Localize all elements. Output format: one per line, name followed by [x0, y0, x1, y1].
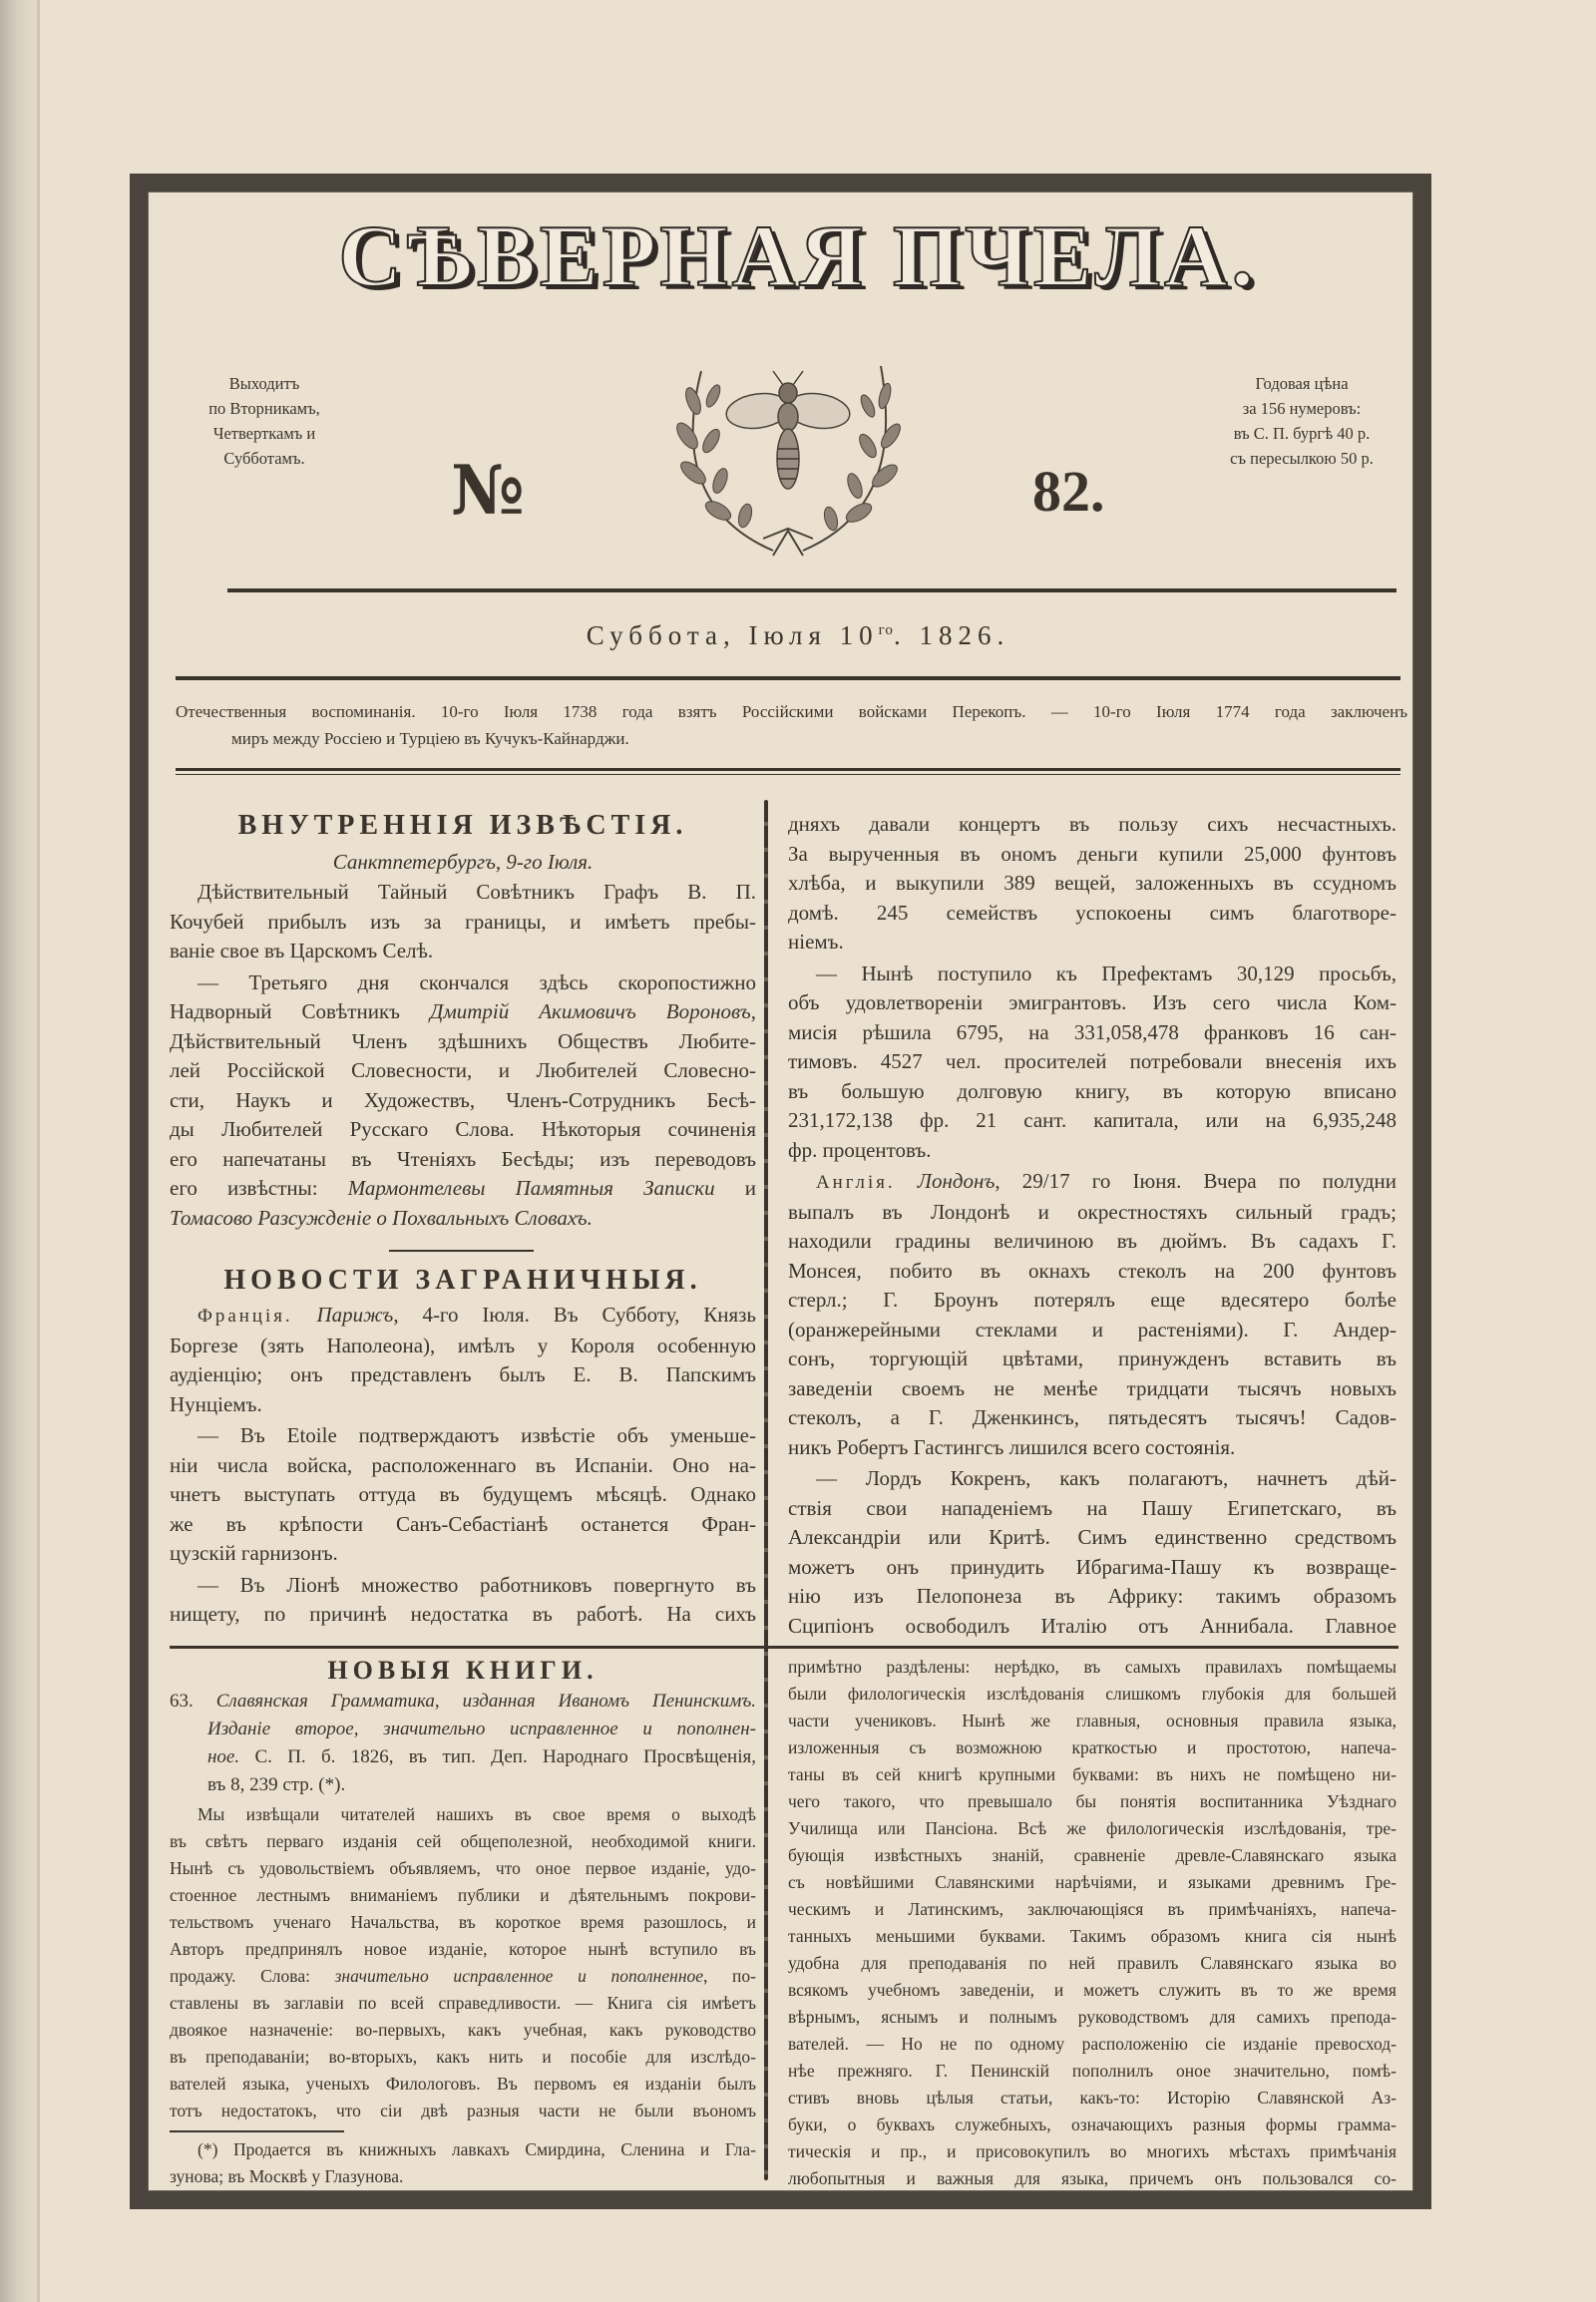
date-text: Суббота, Іюля 10 — [586, 620, 879, 650]
italic-text: значительно исправленное и пополненное — [334, 1966, 704, 1986]
date-suffix: го — [878, 622, 894, 638]
text-line: съ новѣйшими Славянскими нарѣчіями, и языками древнимъ Гре- — [788, 1872, 1396, 1892]
section-heading: НОВЫЯ КНИГИ. — [327, 1656, 598, 1685]
text-line: Училища или Пансіона. Всѣ же филологическія изслѣдованія, тре- — [788, 1818, 1396, 1838]
article-separator — [389, 1250, 534, 1252]
book-review — [170, 1801, 756, 2124]
text-line: можетъ онъ принудить Ибрагима-Пашу къ возвраще- — [788, 1554, 1396, 1579]
text-line: были филологическія изслѣдованія слишкомъ глубокія для большей — [788, 1684, 1396, 1704]
text-line: въ большую долговую книгу, въ которую вписано — [788, 1078, 1396, 1103]
italic-text: Изданіе второе, значительно исправленное и пополнен- — [207, 1719, 756, 1739]
text-line: въ 8, 239 стр. (*). — [207, 1774, 346, 1795]
paragraph — [170, 1688, 756, 1799]
issue-date — [0, 610, 1596, 655]
text-line: сонъ, торгующій цвѣтами, принужденъ вставить въ — [788, 1346, 1396, 1370]
remembrance-line: миръ между Россіею и Турціею въ Кучукъ-Кайнарджи. — [231, 729, 629, 748]
national-remembrances — [176, 698, 1407, 752]
italic-text: Славянская Грамматика, изданная Иваномъ Пенинскимъ. — [215, 1691, 757, 1712]
text-line: 63. Славянская Грамматика, изданная Иваномъ Пенинскимъ. — [170, 1691, 757, 1712]
article-body — [788, 810, 1396, 1641]
new-books-section — [170, 1654, 756, 2192]
text-line: же въ крѣпости Санъ-Себастіанѣ останется Фран- — [170, 1511, 756, 1536]
text-line: — Въ Etoile подтверждаютъ извѣстіе объ уменьше- — [198, 1423, 756, 1447]
text-line: ное. С. П. б. 1826, въ тип. Деп. Народнаго Просвѣщенія, — [207, 1746, 756, 1767]
text-line: тельствомъ ученаго Начальства, въ короткое время разошлось, и — [170, 1912, 756, 1932]
schedule-line: Субботамъ. — [223, 449, 305, 468]
footnote-rule — [170, 2130, 344, 2132]
date-rule — [176, 676, 1400, 680]
text-line: цузскій гарнизонъ. — [170, 1541, 338, 1565]
text-line — [170, 1716, 756, 1743]
text-line: удобна для преподаванія по ней правилъ Славянскаго языка во — [788, 1953, 1396, 1973]
text-line: его извѣстны: Мармонтелевы Памятныя Записки и — [170, 1176, 756, 1200]
text-line: дняхъ давали концертъ въ пользу сихъ несчастныхъ. — [788, 812, 1396, 836]
text-line: Нунціемъ. — [170, 1391, 262, 1416]
paragraph — [170, 1801, 756, 2124]
text-line: находили градины величиною въ дюймъ. Въ садахъ Г. — [788, 1229, 1396, 1253]
italic-text: ное. — [207, 1746, 240, 1767]
paragraph — [170, 1571, 756, 1630]
text-line: вѣрнымъ, яснымъ и полнымъ руководствомъ для самихъ препода- — [788, 2007, 1396, 2027]
text-line: стерл.; Г. Броунъ потерялъ еще вдесятеро болѣе — [788, 1288, 1396, 1312]
article-body — [170, 1301, 756, 1630]
date-year: . 1826. — [893, 620, 1010, 650]
text-line: объ удовлетвореніи эмигрантовъ. Изъ сего числа Ком- — [788, 990, 1396, 1014]
text-line: стивъ вновь цѣлыя статьи, какъ-то: Исторію Славянской Аз- — [788, 2088, 1396, 2108]
italic-text: Томасово Разсужденіе о Похвальныхъ Словахъ. — [170, 1205, 593, 1230]
book-review-continued — [788, 1654, 1396, 2194]
text-line: примѣтно раздѣлены: нерѣдко, въ самыхъ правилахъ помѣщаемы — [788, 1657, 1396, 1677]
books-section-rule — [170, 1646, 1398, 1649]
text-line: (оранжерейными стеклами и растеніями). Г. Андер- — [788, 1317, 1396, 1342]
text-line: таны въ сей книгѣ крупными буквами: въ нихъ не помѣщено ни- — [788, 1764, 1396, 1784]
publication-schedule — [160, 371, 369, 471]
foreign-news-continued — [788, 810, 1396, 1643]
price-line: Годовая цѣна — [1255, 374, 1349, 393]
paragraph — [788, 810, 1396, 958]
text-line: Дѣйствительный Тайный Совѣтникъ Графъ В. П. — [198, 880, 756, 904]
text-line: Мы извѣщали читателей нашихъ въ свое время о выходѣ — [198, 1804, 756, 1824]
text-line: Боргезе (зять Наполеона), имѣлъ у Короля особенную — [170, 1333, 756, 1357]
text-line: лей Россійской Словесности, и Любителей Словесно- — [170, 1058, 756, 1082]
text-line: тическія и пр., и присовокупилъ во многихъ мѣстахъ примѣчанія — [788, 2141, 1396, 2161]
text-line: ставлены въ заглавіи по всей справедливости. — Книга сія имѣетъ — [170, 1993, 756, 2013]
text-line: — Нынѣ поступило къ Префектамъ 30,129 просьбъ, — [816, 960, 1396, 985]
italic-text: Парижъ — [316, 1303, 394, 1327]
italic-text: Лондонъ — [917, 1169, 996, 1193]
section-heading: ВНУТРЕННІЯ ИЗВѢСТІЯ. — [237, 810, 688, 841]
text-line: домѣ. 245 семействъ успокоены симъ благотворе- — [788, 900, 1396, 925]
text-line: зунова; въ Москвѣ у Глазунова. — [170, 2166, 404, 2186]
paragraph — [788, 1167, 1396, 1462]
paragraph — [788, 959, 1396, 1166]
book-entry — [170, 1688, 756, 1799]
text-line: — Третьяго дня скончался здѣсь скоропостижно — [198, 969, 756, 994]
schedule-line: по Вторникамъ, — [208, 399, 320, 418]
text-line: выпалъ въ Лондонѣ и окрестностяхъ сильный градъ; — [788, 1199, 1396, 1224]
text-line: Сципіонъ освободилъ Италію отъ Аннибала. Главное — [788, 1613, 1396, 1638]
text-line: — Лордъ Кокренъ, какъ полагаютъ, начнетъ дѣй- — [816, 1466, 1396, 1490]
text-line: ніи числа войска, расположеннаго въ Испаніи. Оно на- — [170, 1452, 756, 1477]
text-line: — Въ Ліонѣ множество работниковъ повергнуто въ — [198, 1572, 756, 1597]
text-line: тимовъ. 4527 чел. просителей потребовали внесенія ихъ — [788, 1049, 1396, 1073]
page-fold-shadow — [0, 0, 40, 2302]
price-line: за 156 нумеровъ: — [1242, 399, 1362, 418]
text-line: чего такого, что превышало бы понятія воспитанника Уѣзднаго — [788, 1791, 1396, 1811]
text-line: фр. процентовъ. — [788, 1137, 932, 1162]
text-line: никъ Робертъ Гастингсъ лишился всего состоянія. — [788, 1434, 1236, 1459]
section-heading: НОВОСТИ ЗАГРАНИЧНЫЯ. — [223, 1265, 702, 1296]
text-line: продажу. Слова: значительно исправленное и пополненное, по- — [170, 1966, 756, 1986]
text-line: ваніе свое въ Царскомъ Селѣ. — [170, 939, 434, 962]
paragraph — [788, 1464, 1396, 1641]
paragraph — [788, 1654, 1396, 2192]
text-line: буки, о буквахъ служебныхъ, означающихъ разныя формы грамма- — [788, 2114, 1396, 2134]
number-sign: № — [451, 451, 525, 531]
price-line: съ пересылкою 50 р. — [1230, 449, 1374, 468]
text-line: нищету, по причинѣ недостатка въ работѣ. На сихъ — [170, 1602, 756, 1626]
paragraph — [170, 1301, 756, 1419]
text-line: нію изъ Пелопонеза въ Африку: такимъ образомъ — [788, 1584, 1396, 1608]
text-line: (*) Продается въ книжныхъ лавкахъ Смирдина, Сленина и Гла- — [198, 2139, 756, 2159]
text-line: вателей. — Но не по одному расположенію сіе изданіе превосход- — [788, 2034, 1396, 2054]
subscription-price — [1187, 371, 1416, 471]
text-line: 231,172,138 фр. 21 сант. капитала, или на 6,935,248 — [788, 1108, 1396, 1132]
section-rule-thin — [176, 774, 1400, 775]
text-line: вателей языка, ученыхъ Филологовъ. Въ первомъ ея изданіи былъ — [170, 2074, 756, 2094]
text-line: изложенныя съ возможною краткостью и простотою, напеча- — [788, 1737, 1396, 1757]
text-line: стоенное лестнымъ вниманіемъ публики и дѣятельнымъ покрови- — [170, 1885, 756, 1905]
text-line: танныхъ меньшими буквами. Такимъ образомъ книга сія нынѣ — [788, 1926, 1396, 1946]
text-line: его напечатаны въ Чтеніяхъ Бесѣды; изъ переводовъ — [170, 1146, 756, 1171]
text-line — [170, 1204, 756, 1234]
text-line: двоякое назначеніе: во-первыхъ, какъ учебная, какъ руководство — [170, 2020, 756, 2040]
text-line: чнетъ выступать оттуда въ будущемъ мѣсяцѣ. Однако — [170, 1482, 756, 1506]
text-line: Англія. Лондонъ, 29/17 го Іюня. Вчера по полудни — [816, 1169, 1396, 1193]
text-line: ды Любителей Русскаго Слова. Нѣкоторыя сочиненія — [170, 1117, 756, 1141]
text-line: Александріи или Критѣ. Симъ единственно средствомъ — [788, 1525, 1396, 1549]
section-rule-top — [176, 768, 1400, 771]
text-line: ніемъ. — [788, 930, 844, 954]
article-body — [170, 878, 756, 1233]
domestic-news-section — [170, 806, 756, 1235]
text-line: Монсея, побито въ окнахъ стеколъ на 200 фунтовъ — [788, 1258, 1396, 1283]
text-line: Нынѣ съ удовольствіемъ объявляемъ, что оное первое изданіе, удо- — [170, 1858, 756, 1878]
text-line: Надворный Совѣтникъ Дмитрій Акимовичъ Вороновъ, — [170, 999, 756, 1023]
dateline: Санктпетербургъ, 9-го Іюля. — [332, 850, 594, 874]
spaced-text: Англія. — [816, 1172, 896, 1193]
text-line: стеколъ, а Г. Дженкинсъ, пятьдесятъ тысячъ! Садов- — [788, 1405, 1396, 1429]
italic-text: Дмитрій Акимовичъ Вороновъ — [429, 999, 751, 1023]
text-line: бующія извѣстныхъ знаній, сравненіе древле-Славянскаго языка — [788, 1845, 1396, 1865]
paragraph — [170, 968, 756, 1234]
text-line: нѣе прежняго. Г. Пенинскій пополнилъ оное значительно, помѣ- — [788, 2061, 1396, 2081]
italic-text: Мармонтелевы Памятныя Записки — [347, 1176, 715, 1200]
schedule-line: Четверткамъ и — [212, 424, 316, 443]
schedule-line: Выходитъ — [228, 374, 300, 393]
text-line: Франція. Парижъ, 4-го Іюля. Въ Субботу, Князь — [198, 1303, 756, 1327]
paragraph — [170, 2136, 756, 2190]
text-line: Авторъ предпринялъ новое изданіе, которое нынѣ вступило въ — [170, 1939, 756, 1959]
footnote — [170, 2136, 756, 2190]
spaced-text: Франція. — [198, 1306, 293, 1327]
text-line: любопытныя и важныя для языка, причемъ онъ пользовался со- — [788, 2168, 1396, 2188]
text-line: части учениковъ. Нынѣ же главныя, основныя правила языка, — [788, 1711, 1396, 1730]
column-divider — [764, 800, 768, 2180]
text-line: всякомъ учебномъ заведеніи, и можетъ служить въ то же время — [788, 1980, 1396, 2000]
article-body — [788, 1654, 1396, 2192]
text-line: заведеніи своемъ не менѣе тридцати тысячъ новыхъ — [788, 1375, 1396, 1400]
text-line: ствія свои нападеніемъ на Пашу Египетскаго, въ — [788, 1495, 1396, 1520]
remembrance-line: Отечественныя воспоминанія. 10-го Іюля 1738 года взятъ Россійскими войсками Перекопъ. — 10-го Іюля 1774 года заключенъ — [176, 702, 1407, 721]
price-line: въ С. П. бургѣ 40 р. — [1233, 424, 1371, 443]
text-line: сти, Наукъ и Художествъ, Членъ-Сотрудникъ Бесѣ- — [170, 1087, 756, 1112]
text-line: аудіенцію; онъ представленъ былъ Е. В. Папскимъ — [170, 1362, 756, 1386]
text-line: мисія рѣшила 6795, на 331,058,478 франковъ 16 сан- — [788, 1019, 1396, 1044]
text-line: За вырученныя въ ономъ деньги купили 25,000 фунтовъ — [788, 841, 1396, 866]
newspaper-title: СѢВЕРНАЯ ПЧЕЛА. — [338, 208, 1258, 305]
paragraph — [170, 878, 756, 966]
text-line: въ преподаваніи; во-вторыхъ, какъ нить и пособіе для изслѣдо- — [170, 2047, 756, 2067]
paragraph — [170, 1421, 756, 1569]
text-line: тотъ недостатокъ, что сіи двѣ разныя части не были въономъ — [170, 2101, 756, 2120]
foreign-news-section — [170, 1261, 756, 1632]
bee-wreath-emblem-icon — [623, 351, 953, 561]
issue-number: 82. — [1032, 459, 1105, 524]
text-line: въ свѣтъ перваго изданія сей общеполезной, необходимой книги. — [170, 1831, 756, 1851]
masthead-rule — [227, 588, 1396, 592]
text-line: Дѣйствительный Членъ здѣшнихъ Обществъ Любите- — [170, 1028, 756, 1053]
text-line: Кочубей прибылъ изъ за границы, и имѣетъ пребы- — [170, 909, 756, 934]
text-line: хлѣба, и выкупили 389 вещей, заложенныхъ въ ссудномъ — [788, 871, 1396, 895]
text-line: ческимъ и Латинскимъ, заключающіяся въ примѣчаніяхъ, напеча- — [788, 1899, 1396, 1919]
